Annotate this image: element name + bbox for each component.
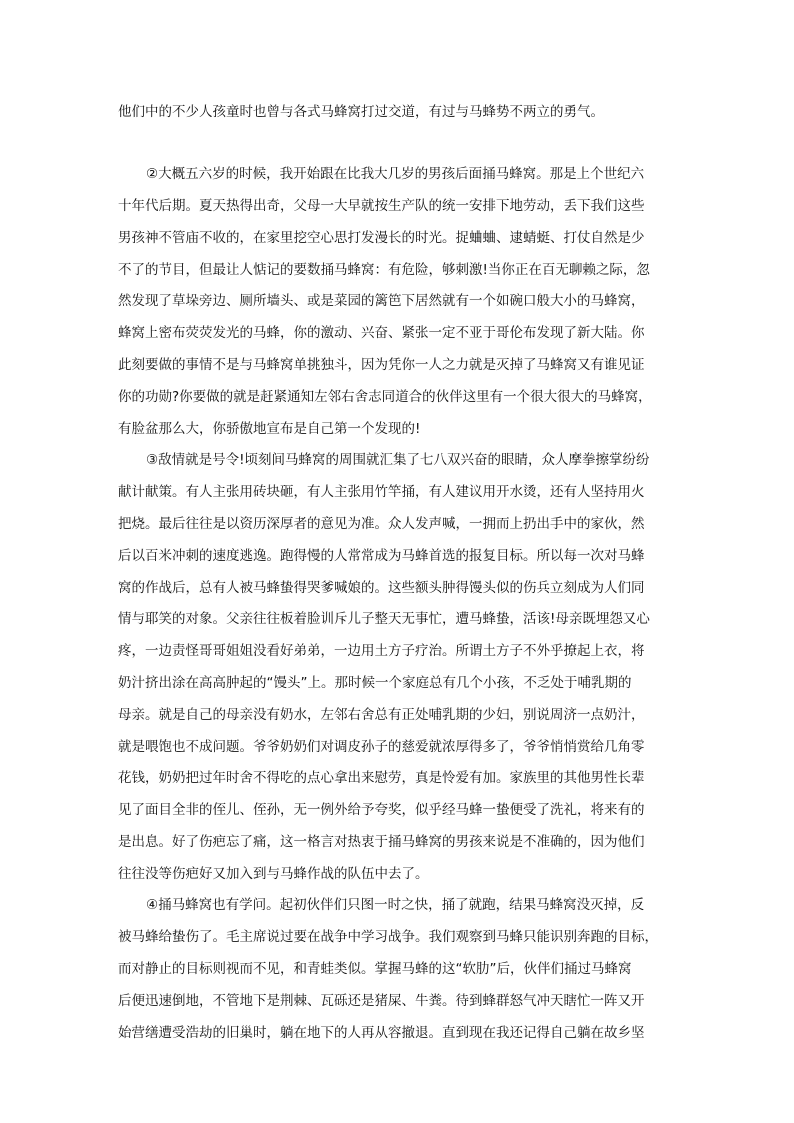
text-line-29: 始营缮遭受浩劫的旧巢时，躺在地下的人再从容撤退。直到现在我还记得自己躺在故乡坚: [118, 1025, 645, 1041]
text-line-18: 奶汁挤出涂在高高肿起的“馒头”上。那时候一个家庭总有几个小孩，不乏处于哺乳期的: [118, 675, 632, 691]
text-line-8: 此刻要做的事情不是与马蜂窝单挑独斗，因为凭你一人之力就是灭掉了马蜂窝又有谁见证: [118, 357, 645, 373]
text-line-28: 后便迅速倒地，不管地下是荆棘、瓦砾还是猪屎、牛粪。待到蜂群怒气冲天瞎忙一阵又开: [118, 993, 645, 1009]
text-line-4: 男孩神不管庙不收的，在家里挖空心思打发漫长的时光。捉蛐蛐、逮蜻蜓、打仗自然是少: [118, 230, 645, 246]
text-line-19: 母亲。就是自己的母亲没有奶水，左邻右舍总有正处哺乳期的少妇，别说周济一点奶汁，: [118, 707, 645, 723]
text-line-9: 你的功勋?你要做的就是赶紧通知左邻右舍志同道合的伙伴这里有一个很大很大的马蜂窝，: [118, 389, 652, 405]
text-line-27: 而对静止的目标则视而不见，和青蛙类似。掌握马蜂的这“软肋”后，伙伴们捅过马蜂窝: [118, 961, 632, 977]
text-line-1: 他们中的不少人孩童时也曾与各式马蜂窝打过交道，有过与马蜂势不两立的勇气。: [118, 104, 604, 120]
text-line-17: 疼，一边责怪哥哥姐姐没看好弟弟，一边用土方子疗治。所谓土方子不外乎撩起上衣，将: [118, 643, 645, 659]
text-line-3: 十年代后期。夏天热得出奇，父母一大早就按生产队的统一安排下地劳动，丢下我们这些: [118, 198, 645, 214]
text-line-24: 往往没等伤疤好又加入到与马蜂作战的队伍中去了。: [118, 866, 429, 882]
text-line-14: 后以百米冲刺的速度逃逸。跑得慢的人常常成为马蜂首选的报复目标。所以每一次对马蜂: [118, 548, 645, 564]
text-line-16: 情与耶笑的对象。父亲往往板着脸训斥儿子整天无事忙，遭马蜂蛰，活该!母亲既埋怨又心: [118, 611, 650, 627]
text-line-2: ②大概五六岁的时候，我开始跟在比我大几岁的男孩后面捅马蜂窝。那是上个世纪六: [146, 166, 645, 182]
text-line-23: 是出息。好了伤疤忘了痛，这一格言对热衷于捅马蜂窝的男孩来说是不准确的，因为他们: [118, 834, 645, 850]
text-line-22: 见了面目全非的侄儿、侄孙，无一例外给予夸奖，似乎经马蜂一蛰便受了洗礼，将来有的: [118, 802, 645, 818]
text-line-7: 蜂窝上密布荧荧发光的马蜂，你的激动、兴奋、紧张一定不亚于哥伦布发现了新大陆。你: [118, 325, 645, 341]
text-line-6: 然发现了草垛旁边、厕所墙头、或是菜园的篱笆下居然就有一个如碗口般大小的马蜂窝，: [118, 293, 645, 309]
text-line-12: 献计献策。有人主张用砖块砸，有人主张用竹竿捅，有人建议用开水烫，还有人坚持用火: [118, 484, 645, 500]
text-line-5: 不了的节目，但最让人惦记的要数捅马蜂窝：有危险，够刺激!当你正在百无聊赖之际，忽: [118, 262, 650, 278]
text-line-25: ④捅马蜂窝也有学问。起初伙伴们只图一时之快，捅了就跑，结果马蜂窝没灭掉，反: [146, 897, 645, 913]
text-line-13: 把烧。最后往往是以资历深厚者的意见为准。众人发声喊，一拥而上扔出手中的家伙，然: [118, 516, 645, 532]
text-line-21: 花钱，奶奶把过年时舍不得吃的点心拿出来慰劳，真是怜爱有加。家族里的其他男性长辈: [118, 770, 645, 786]
text-line-20: 就是喂饱也不成问题。爷爷奶奶们对调皮孙子的慈爱就浓厚得多了，爷爷悄悄赏给几角零: [118, 739, 645, 755]
text-line-15: 窝的作战后，总有人被马蜂蛰得哭爹喊娘的。这些额头肿得馒头似的伤兵立刻成为人们同: [118, 580, 645, 596]
text-line-10: 有脸盆那么大，你骄傲地宣布是自己第一个发现的!: [118, 421, 421, 437]
text-line-11: ③敌情就是号令!顷刻间马蜂窝的周围就汇集了七八双兴奋的眼睛，众人摩拳擦掌纷纷: [146, 452, 650, 468]
text-line-26: 被马蜂给蛰伤了。毛主席说过要在战争中学习战争。我们观察到马蜂只能识别奔跑的目标，: [118, 929, 658, 945]
